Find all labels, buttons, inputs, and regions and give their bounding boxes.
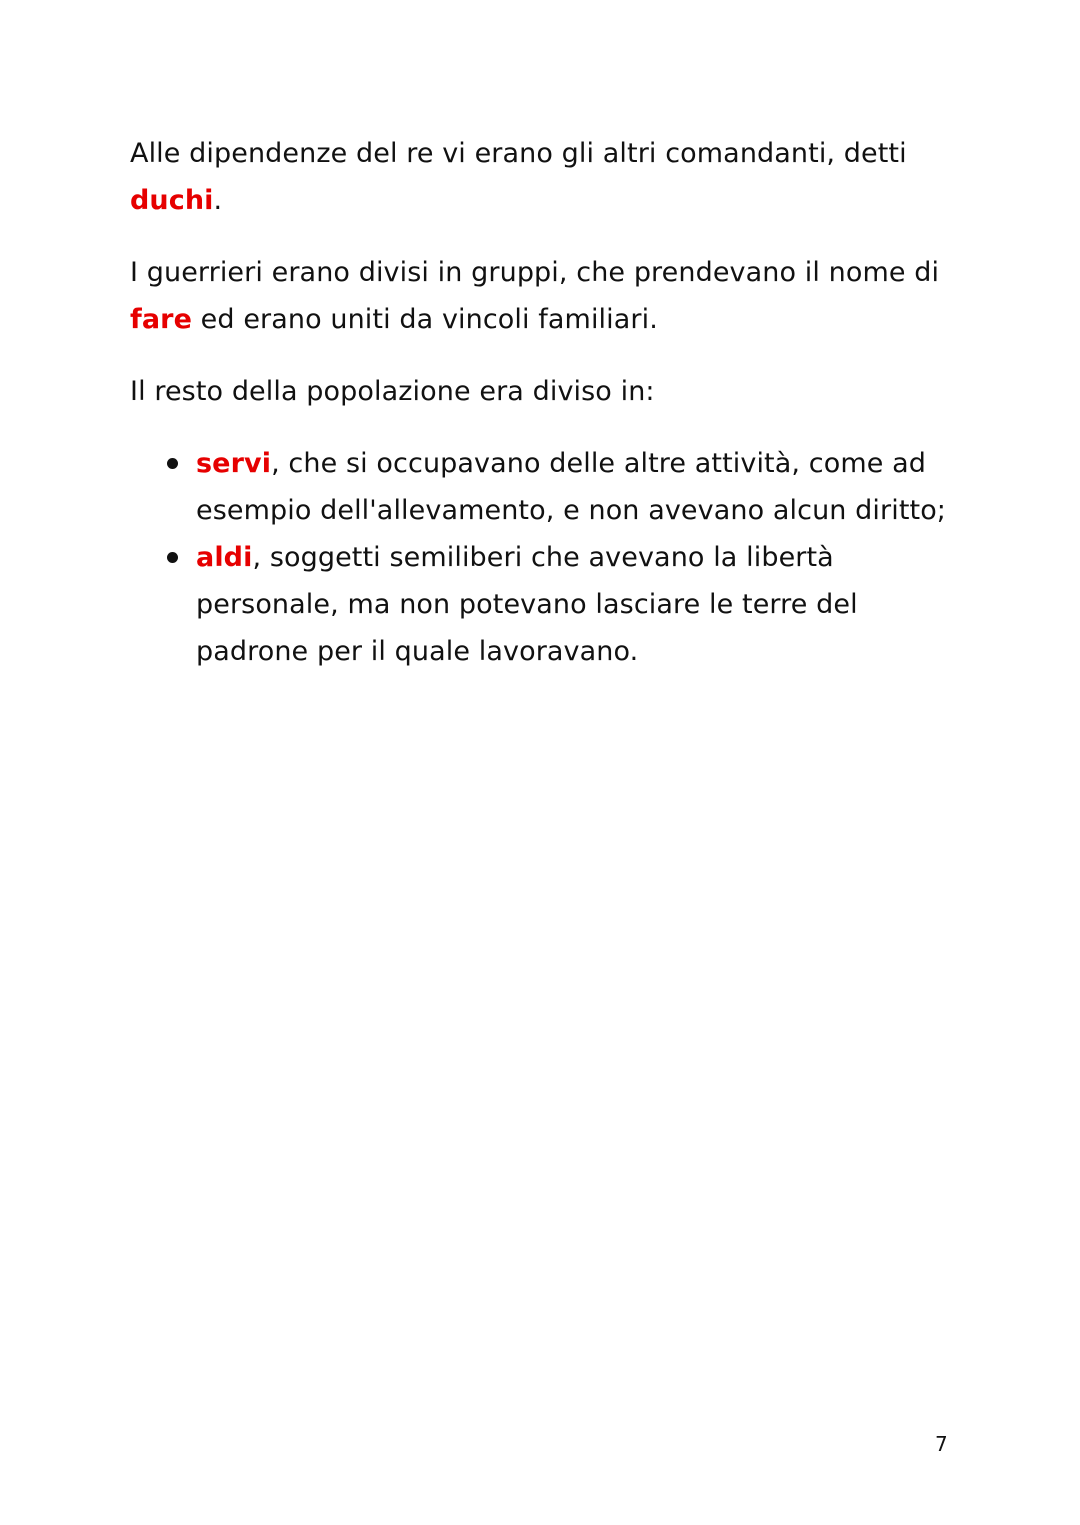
paragraph-text: ed erano uniti da vincoli familiari. xyxy=(192,304,658,335)
population-list xyxy=(130,440,960,675)
paragraph-duchi xyxy=(130,130,960,224)
bullet-icon xyxy=(167,458,178,469)
paragraph-text: I guerrieri erano divisi in gruppi, che prendevano il nome di xyxy=(130,257,940,288)
highlight-term-servi: servi xyxy=(196,448,272,479)
bullet-icon xyxy=(167,552,178,563)
page-number: 7 xyxy=(935,1432,948,1456)
highlight-term-fare: fare xyxy=(130,304,192,335)
list-item-text: , che si occupavano delle altre attività, come ad esempio dell'allevamento, e non avevano alcun diritto; xyxy=(196,448,947,526)
paragraph-text: Alle dipendenze del re vi erano gli altri comandanti, detti xyxy=(130,138,907,169)
highlight-term-duchi: duchi xyxy=(130,185,214,216)
page-content xyxy=(130,130,960,675)
list-item-aldi xyxy=(130,534,960,675)
paragraph-popolazione: Il resto della popolazione era diviso in: xyxy=(130,376,655,407)
highlight-term-aldi: aldi xyxy=(196,542,253,573)
paragraph-fare xyxy=(130,249,960,343)
paragraph-text: . xyxy=(213,185,223,216)
list-item-servi xyxy=(130,440,960,534)
list-item-text: , soggetti semiliberi che avevano la libertà personale, ma non potevano lasciare le terre del padrone per il quale lavoravano. xyxy=(196,542,858,667)
